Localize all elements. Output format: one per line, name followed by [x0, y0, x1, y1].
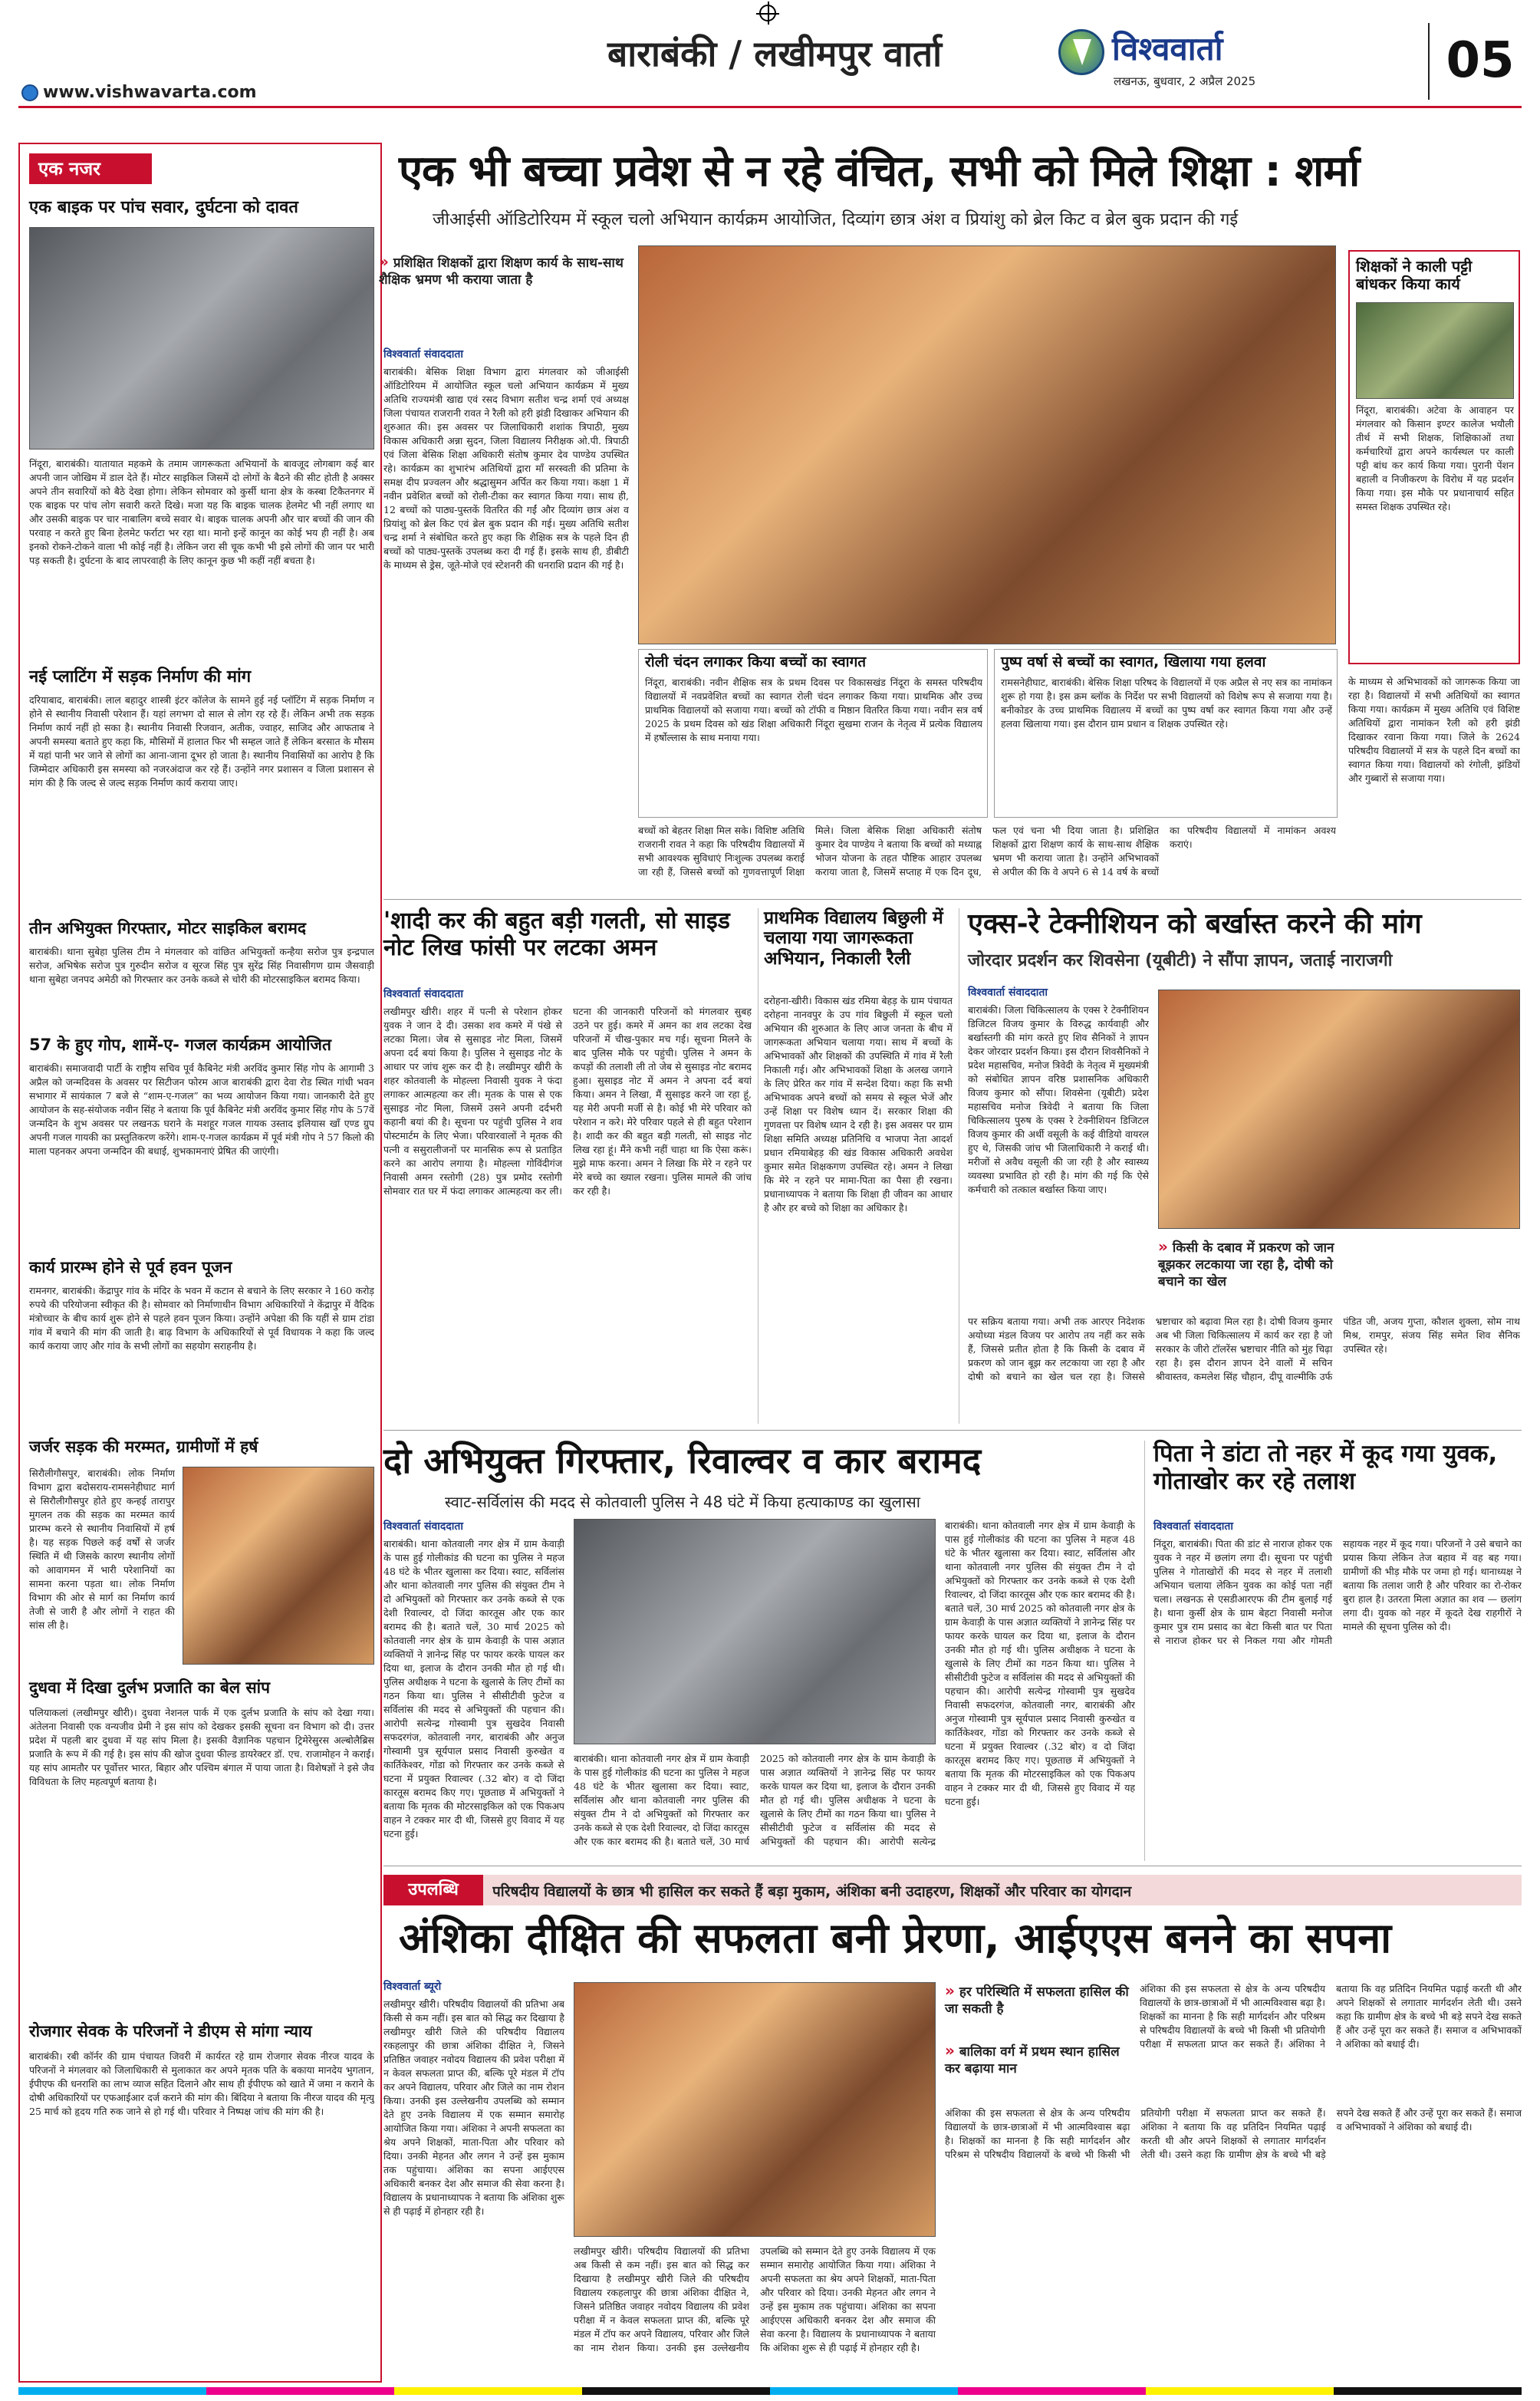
sidebar-ek-nazar: [18, 143, 382, 2383]
section-title: बाराबंकी / लखीमपुर वार्ता: [607, 33, 943, 74]
story-headline: 57 के हुए गोप, शामें-ए- गजल कार्यक्रम आयोजित: [29, 1036, 331, 1054]
masthead-divider: [1428, 23, 1430, 100]
feature-body-right: अंशिका की इस सफलता से क्षेत्र के अन्य परिषदीय विद्यालयों के छात्र-छात्राओं में भी आत्मविश्वास बढ़ा है। शिक्षकों का मानना है कि सही मार्गदर्शन और परिश्रम से परिषदीय विद्यालयों के बच्चे भी किसी भी प्रतियोगी परीक्षा में सफलता प्राप्त कर सकते हैं। अंशिका ने बताया कि वह प्रतिदिन नियमित पढ़ाई करती थी और अपने शिक्षकों से लगातार मार्गदर्शन लेती थी। उसने कहा कि ग्रामीण क्षेत्र के बच्चे भी बड़े सपने देख सकते हैं और उन्हें पूरा कर सकते हैं। समाज व अभिभावकों ने अंशिका को बधाई दी।: [945, 2107, 1522, 2160]
photo-teachers-black-band: [1356, 302, 1514, 399]
story4-body: बाराबंकी। जिला चिकित्सालय के एक्स रे टेक्नीशियन डिजिटल विजय कुमार के विरुद्ध कार्यवाही और बर्खास्तगी की मांग करते हुए शिव सैनिकों ने ज्ञापन देकर जोरदार प्रदर्शन किया। इस दौरान शिवसैनिकों ने प्रदेश महासचिव, मनोज त्रिवेदी के नेतृत्व में मुख्यमंत्री को संबोधित ज्ञापन वरिष्ठ प्रशासनिक अधिकारी विजय कुमार को सौंपा। शिवसेना (यूबीटी) प्रदेश महासचिव मनोज त्रिवेदी ने बताया कि जिला चिकित्सालय पुरुष के एक्स रे टेक्नीशियन डिजिटल विजय कुमार की अर्थी वसूली के कई वीडियो वायरल हुए थे, जिसकी जांच भी जिलाधिकारी ने कराई थी। मरीजों से अवैध वसूली की जा रही है और स्वास्थ्य व्यवस्था प्रभावित हो रही है। मांग की गई कि ऐसे कर्मचारी को तत्काल बर्खास्त किया जाए।: [968, 1004, 1149, 1195]
quote-mark-icon: »: [1158, 1237, 1168, 1256]
sidebar-label: एक नजर: [29, 153, 152, 184]
website-link[interactable]: www.vishwavarta.com: [43, 83, 257, 102]
box-pushp-varsha: [994, 649, 1338, 818]
lead-body: बाराबंकी। बेसिक शिक्षा विभाग द्वारा मंगलवार को जीआईसी ऑडिटोरियम में आयोजित स्कूल चलो अभियान कार्यक्रम में मुख्य अतिथि राज्यमंत्री खाद्य एवं रसद विभाग सतीश चन्द्र शर्मा एवं अध्यक्ष जिला पंचायत राजरानी रावत ने रैली को हरी झंडी दिखाकर अभियान की शुरुआत की। इस अवसर पर जिलाधिकारी शशांक त्रिपाठी, मुख्य विकास अधिकारी अन्ना सुदन, जिला विद्यालय निरीक्षक ओ.पी. त्रिपाठी एवं जिला बेसिक शिक्षा अधिकारी संतोष कुमार देव पाण्डेय उपस्थित रहे। कार्यक्रम का शुभारंभ अतिथियों द्वारा माँ सरस्वती की प्रतिमा के समक्ष दीप प्रज्वलन और श्रद्धासुमन अर्पित कर किया गया। कक्षा 1 में नवीन प्रवेशित बच्चों को रोली-टीका कर स्वागत किया गया। साथ ही, 12 बच्चों को पाठ्य-पुस्तकें वितरित की गईं और दिव्यांग छात्र अंश व प्रियांशु को ब्रेल किट एवं ब्रेल बुक प्रदान की गई। मुख्य अतिथि सतीश चन्द्र शर्मा ने संबोधित करते हुए कहा कि शैक्षिक सत्र के पहले दिन ही बच्चों को पाठ्य-पुस्तकें उपलब्ध करा दी गई हैं। इसके साथ ही, डीबीटी के माध्यम से ड्रेस, जूते-मोजे एवं स्टेशनरी की धनराशि प्रदान की गई है।: [383, 366, 629, 571]
section-divider: [383, 899, 1522, 900]
story-body: निंदूरा, बाराबंकी। यातायात महकमे के तमाम जागरूकता अभियानों के बावजूद लोगबाग कई बार अपनी जान जोखिम में डाल देते हैं। मोटर साइकिल जिसमें दो लोगों के बैठने की सीट होती है अक्सर अपने तीन सवारियों को बैठे देखा होगा। लेकिन सोमवार को कुर्सी थाना क्षेत्र के कस्बा टिकैतनगर में एक बाइक पर पांच लोग सवारी करते दिखे। मजा यह कि बाइक चालक हेलमेट भी नहीं लगाए था और उसकी बाइक पर चार नाबालिग बच्चे सवार थे। बाइक चालक अपनी और चार बच्चों की जान की परवाह न करते हुए बिना हेलमेट फर्राटा भर रहा था। मानो इन्हें कानून का कोई भय ही नहीं है। अब इनको रोकने-टोकने वाला भी कोई नहीं है। लेकिन जरा सी चूक कभी भी इसे लोगों की जान पर भारी पड़ सकती है। दुर्घटना के बाद लापरवाही के लिए कानून कुछ भी कहीं नहीं बचता है।: [29, 458, 374, 566]
story5-body-bottom: बाराबंकी। थाना कोतवाली नगर क्षेत्र में ग्राम केवाड़ी के पास हुई गोलीकांड की घटना का पुलिस ने महज 48 घंटे के भीतर खुलासा कर दिया। स्वाट, सर्विलांस और थाना कोतवाली नगर पुलिस की संयुक्त टीम ने दो अभियुक्तों को गिरफ्तार कर उनके कब्जे से एक देशी रिवाल्वर, दो जिंदा कारतूस और एक कार बरामद की है। बताते चलें, 30 मार्च 2025 को कोतवाली नगर क्षेत्र के ग्राम केवाड़ी के पास अज्ञात व्यक्तियों ने ज्ञानेन्द्र सिंह पर फायर करके घायल कर दिया था, इलाज के दौरान उनकी मौत हो गई थी। पुलिस अधीक्षक ने घटना के खुलासे के लिए टीमों का गठन किया था। पुलिस ने सीसीटीवी फुटेज व सर्विलांस की मदद से अभियुक्तों की पहचान की। आरोपी सत्येन्द्र: [574, 1753, 936, 1847]
quote-mark-icon: »: [379, 252, 389, 271]
lead-subhead: जीआईसी ऑडिटोरियम में स्कूल चलो अभियान कार्यक्रम आयोजित, दिव्यांग छात्र अंश व प्रियांशु को ब्रेल किट व ब्रेल बुक प्रदान की गई: [433, 210, 1239, 229]
feature-body-top-right: अंशिका की इस सफलता से क्षेत्र के अन्य परिषदीय विद्यालयों के छात्र-छात्राओं में भी आत्मविश्वास बढ़ा है। शिक्षकों का मानना है कि सही मार्गदर्शन और परिश्रम से परिषदीय विद्यालयों के बच्चे भी किसी भी प्रतियोगी परीक्षा में सफलता प्राप्त कर सकते हैं। अंशिका ने बताया कि वह प्रतिदिन नियमित पढ़ाई करती थी और अपने शिक्षकों से लगातार मार्गदर्शन लेती थी। उसने कहा कि ग्रामीण क्षेत्र के बच्चे भी बड़े सपने देख सकते हैं और उन्हें पूरा कर सकते हैं। समाज व अभिभावकों ने अंशिका को बधाई दी।: [1140, 1983, 1522, 2050]
page-number: 05: [1446, 32, 1515, 89]
lead-body-middle: बच्चों को बेहतर शिक्षा मिल सके। विशिष्ट अतिथि राजरानी रावत ने कहा कि परिषदीय विद्यालयों में सभी आवश्यक सुविधाएं निःशुल्क उपलब्ध कराई जा रही हैं, जिससे बच्चों को गुणवत्तापूर्ण शिक्षा मिले। जिला बेसिक शिक्षा अधिकारी संतोष कुमार देव पाण्डेय ने बताया कि बच्चों को मध्याह्न भोजन योजना के तहत पौष्टिक आहार उपलब्ध कराया जाता है, जिसमें सप्ताह में एक दिन दूध, फल एवं चना भी दिया जाता है। प्रशिक्षित शिक्षकों द्वारा शिक्षण कार्य के साथ-साथ शैक्षिक भ्रमण भी कराया जाता है। उन्होंने अभिभावकों से अपील की कि वे अपने 6 से 14 वर्ष के बच्चों का परिषदीय विद्यालयों में नामांकन अवश्य कराएं।: [638, 825, 1336, 878]
quote-mark-icon: »: [945, 2041, 955, 2060]
feature-quote-1: » हर परिस्थिति में सफलता हासिल की जा सकती है: [945, 1981, 1129, 2017]
dateline: लखनऊ, बुधवार, 2 अप्रैल 2025: [1114, 74, 1256, 88]
story3-body: दरोहना-खीरी। विकास खंड रमिया बेहड़ के ग्राम पंचायत दरोहना नानवपुर के उप गांव बिछुली में स्कूल चलो अभियान की शुरुआत के लिए आज जनता के बीच में जागरूकता अभियान चलाया गया। साथ में बच्चों के अभिभावकों और शिक्षकों की उपस्थिति में गांव में रैली निकाली गई। और अभिभावकों शिक्षा के अलख जगाने के लिए प्रेरित कर गांव में सन्देश दिया। कहा कि सभी अभिभावक अपने बच्चों को समय से स्कूल भेजें और उन्हें शिक्षा पर विशेष ध्यान दें। सरकार शिक्षा की गुणवत्ता पर विशेष ध्यान दे रही है। इस अवसर पर ग्राम शिक्षा समिति अध्यक्ष प्रतिनिधि व भाजपा नेता आदर्श प्रधान रमियाबेहड़ की खंड विकास अधिकारी अवधेश कुमार समेत शिक्षकगण उपस्थित रहे। अमन ने लिखा कि मेरे न रहने पर मामा-पिता का पैसा ही रखना। प्रधानाध्यापक ने बताया कि शिक्षा ही जीवन का आधार है और हर बच्चे को शिक्षा का अधिकार है।: [764, 995, 953, 1214]
box-roli-chandan: [638, 649, 988, 818]
story4-byline: विश्ववार्ता संवाददाता: [968, 986, 1048, 999]
lead-byline: विश्ववार्ता संवाददाता: [383, 348, 464, 361]
brand-name: विश्ववार्ता: [1112, 30, 1223, 68]
story-body: रामनगर, बाराबंकी। केंद्रापुर गांव के मंदिर के भवन में कटान से बचाने के लिए सरकार ने 160 करोड़ रुपये की परियोजना स्वीकृत की है। सोमवार को निर्माणाधीन विभाग अधिकारियों ने केंद्रापुर में वैदिक मंत्रोच्चार के बीच कार्य शुरू होने से पहले हवन पूजन किया। उन्होंने अपेक्षा की कि यहीं से ग्राम टांडा गांव में बचाने की मांग की जाती है। बाढ़ विभाग के अधिकारियों से पूर्व विधायक ने कहा कि जल्द कार्य कराया जाए और गांव के सभी लोगों का सहयोग सराहनीय है।: [29, 1285, 374, 1352]
photo-bike-riders: [29, 227, 374, 450]
story-headline: कार्य प्रारम्भ होने से पूर्व हवन पूजन: [29, 1258, 232, 1276]
feature-kicker-bar: [383, 1875, 1522, 1905]
photo-school-rally: [638, 245, 1336, 644]
masthead-rule: [18, 106, 1522, 108]
story-headline: जर्जर सड़क की मरम्मत, ग्रामीणों में हर्ष: [29, 1438, 258, 1456]
story5-byline: विश्ववार्ता संवाददाता: [383, 1520, 464, 1533]
column-divider: [1144, 1441, 1145, 1861]
box-body: निंदूरा, बाराबंकी। नवीन शैक्षिक सत्र के प्रथम दिवस पर विकासखंड निंदूरा के समस्त परिषदीय विद्यालयों में नवप्रवेशित बच्चों का स्वागत रोली चंदन लगाकर किया गया। प्राथमिक और उच्च प्राथमिक विद्यालयों को सजाया गया। बच्चों को टॉफी व मिष्ठान वितरित किया गया। नवीन सत्र वर्ष 2025 के प्रथम दिवस को खंड शिक्षा अधिकारी निंदूरा सुखमा राजन के नेतृत्व में प्रत्येक विद्यालय में हर्षोल्लास के साथ मनाया गया।: [645, 677, 982, 743]
box-body: निंदूरा, बाराबंकी। अटेवा के आवाहन पर मंगलवार को किसान इण्टर कालेज भयौली तीर्थ में सभी शिक्षक, शिक्षिकाओं तथा कर्मचारियों द्वारा अपने कार्यस्थल पर काली पट्टी बांध कर कार्य किया गया। पुरानी पेंशन बहाली व निजीकरण के विरोध में यह प्रदर्शन किया गया। इस मौके पर प्रधानाचार्य सहित समस्त शिक्षक उपस्थित रहे।: [1356, 404, 1514, 512]
brand-logo-icon: [1058, 29, 1104, 75]
box-headline: पुष्प वर्षा से बच्चों का स्वागत, खिलाया गया हलवा: [1001, 654, 1266, 670]
story-headline: दुधवा में दिखा दुर्लभ प्रजाति का बेल सांप: [29, 1678, 271, 1697]
story4-headline: एक्स-रे टेक्नीशियन को बर्खास्त करने की मांग: [968, 908, 1422, 940]
story-body: बाराबंकी। रबी कॉर्नर की ग्राम पंचायत जिवरी में कार्यरत रहे ग्राम रोजगार सेवक नीरज यादव के परिजनों ने मंगलवार को जिलाधिकारी से मुलाकात कर अपने मृतक पति के बकाया मानदेय भुगतान, ईपीएफ की धनराशि का लाभ व्याज सहित दिलाने और साथ ही ईपीएफ को खाते में जमा न कराने के दोषी अधिकारियों पर एफआईआर दर्ज कराने की मांग की। बिंदिया ने बताया कि नीरज यादव की मृत्यु 25 मार्च को हृदय गति रुक जाने से हो गई थी। परिवार ने निष्पक्ष जांच की मांग की है।: [29, 2050, 374, 2117]
story-body: बाराबंकी। थाना सुबेहा पुलिस टीम ने मंगलवार को वांछित अभियुक्तों कन्हैया सरोज पुत्र इन्द्रपाल सरोज, अभिषेक सरोज पुत्र गुरुदीन सरोज व सूरज सिंह पुत्र सुरेंद्र सिंह निवासीगण ग्राम जैसवाड़ी थाना सुबेहा जनपद अमेठी को गिरफ्तार कर उनके कब्जे से चोरी की मोटरसाइकिल बरामद किया।: [29, 946, 374, 985]
story2-body: लखीमपुर खीरी। शहर में पत्नी से परेशान होकर युवक ने जान दे दी। उसका शव कमरे में पंखे से लटका मिला। जेब से सुसाइड नोट मिला, जिसमें अपना दर्द बयां किया है। पुलिस ने सुसाइड नोट के आधार पर जांच शुरू कर दी है। लखीमपुर खीरी के शहर कोतवाली के मोहल्ला निवासी युवक ने फंदा लगाकर आत्महत्या कर ली। मृतक के पास से एक सुसाइड नोट मिला, जिसमें उसने अपनी दर्दभरी कहानी बयां की है। सूचना पर पहुंची पुलिस ने शव पोस्टमार्टम के लिए भेजा। परिवारवालों ने मृतक की पत्नी व ससुरालीजनों पर मानसिक रूप से प्रताड़ित करने का आरोप लगाया है। मोहल्ला गोविंदीगंज निवासी अमन रस्तोगी (28) पुत्र प्रमोद रस्तोगी सोमवार रात घर में फंदा लगाकर आत्महत्या कर ली। घटना की जानकारी परिजनों को मंगलवार सुबह उठने पर हुई। कमरे में अमन का शव लटका देख परिजनों में चीख-पुकार मच गई। सूचना मिलने के बाद पुलिस मौके पर पहुंची। पुलिस ने अमन के कपड़ों की तलाशी ली तो जेब से सुसाइड नोट बरामद हुआ। सुसाइड नोट में अमन ने अपना दर्द बयां किया। अमन ने लिखा, मैं सुसाइड करने जा रहा हूं, यह मेरी अपनी मर्जी से है। कोई भी मेरे परिवार को परेशान न करे। मेरे परिवार पहले से ही बहुत परेशान है। शादी कर की बहुत बड़ी गलती, सो साइड नोट लिख रहा हूं। मैंने कभी नहीं चाहा था कि ऐसा करूं। मुझे माफ करना। अमन ने लिखा कि मेरे न रहने पर मेरे बच्चे का ख्याल रखना। पुलिस मामले की जांच कर रही है।: [383, 1006, 752, 1197]
quote-mark-icon: »: [945, 1981, 955, 2000]
photo-police-arrest: [574, 1519, 936, 1744]
feature-body-mid: लखीमपुर खीरी। परिषदीय विद्यालयों की प्रतिभा अब किसी से कम नहीं। इस बात को सिद्ध कर दिखाया है लखीमपुर खीरी जिले की परिषदीय विद्यालय रकहलापुर की छात्रा अंशिका दीक्षित ने, जिसने प्रतिष्ठित जवाहर नवोदय विद्यालय की प्रवेश परीक्षा में न केवल सफलता प्राप्त की, बल्कि पूरे मंडल में टॉप कर अपने विद्यालय, परिवार और जिले का नाम रोशन किया। उनकी इस उल्लेखनीय उपलब्धि को सम्मान देते हुए उनके विद्यालय में एक सम्मान समारोह आयोजित किया गया। अंशिका ने अपनी सफलता का श्रेय अपने शिक्षकों, माता-पिता और परिवार को दिया। उनकी मेहनत और लगन ने उन्हें इस मुकाम तक पहुंचाया। अंशिका का सपना आईएएस अधिकारी बनकर देश और समाज की सेवा करना है। विद्यालय के प्रधानाध्यापक ने बताया कि अंशिका शुरू से ही पढ़ाई में होनहार रही है।: [574, 2245, 936, 2353]
story2-byline: विश्ववार्ता संवाददाता: [383, 988, 464, 1000]
story-body: सिरौलीगौसपुर, बाराबंकी। लोक निर्माण विभाग द्वारा बदोसराय-रामसनेहीघाट मार्ग से सिरौलीगौसपुर होते हुए कन्हई तारापुर मुगलन तक की सड़क का मरम्मत कार्य प्रारम्भ करने से स्थानीय निवासियों में हर्ष है। यह सड़क पिछले कई वर्षों से जर्जर स्थिति में थी जिसके कारण स्थानीय लोगों को आवागमन में भारी परेशानियों का सामना करना पड़ता था। लोक निर्माण विभाग की ओर से मार्ग का निर्माण कार्य तेजी से जारी है और लोगों ने राहत की सांस ली है।: [29, 1467, 175, 1631]
story4-subhead: जोरदार प्रदर्शन कर शिवसेना (यूबीटी) ने सौंपा ज्ञापन, जताई नाराजगी: [968, 951, 1393, 970]
story-headline: नई प्लाटिंग में सड़क निर्माण की मांग: [29, 667, 252, 687]
story-body: पलियाकलां (लखीमपुर खीरी)। दुधवा नेशनल पार्क में एक दुर्लभ प्रजाति के सांप को देखा गया। अंतेलना निवासी एक वन्यजीव प्रेमी ने इस सांप को देखकर इसकी सूचना वन विभाग को दी। उत्तर प्रदेश में पहली बार दुधवा में यह सांप मिला है। इसकी वैज्ञानिक पहचान ट्रिमेरेसुरस अल्बोलैब्रिस प्रजाति के रूप में की गई है। इस सांप की खोज दुधवा फील्ड डायरेक्टर डॉ. एच. राजामोहन ने कराई। यह सांप आमतौर पर पूर्वोत्तर भारत, बिहार और पश्चिम बंगाल में पाया जाता है। विशेषज्ञों ने इसे जैव विविधता के लिए महत्वपूर्ण बताया है।: [29, 1707, 374, 1787]
sidebar-box-black-band: [1348, 250, 1520, 664]
photo-road-repair: [183, 1467, 374, 1665]
print-color-bar: [18, 2387, 1522, 2395]
story-body: बाराबंकी। समाजवादी पार्टी के राष्ट्रीय सचिव पूर्व कैबिनेट मंत्री अरविंद कुमार सिंह गोप के आगामी 3 अप्रैल को जन्मदिवस के अवसर पर सिटीजन फोरम आज बाराबंकी द्वारा देवा रोड स्थित गांधी भवन सभागार में सायंकाल 7 बजे से “शाम-ए-गजल” का भव्य आयोजन किया गया। जानकारी देते हुए आयोजन के सह-संयोजक नवीन सिंह ने बताया कि पूर्व कैबिनेट मंत्री अरविंद कुमार सिंह गोप के 57वें जन्मदिन के शुभ अवसर पर लखनऊ घराने के मशहूर गजल गायक उस्ताद इलियास खाँ एण्ड ग्रुप अपनी गजल गायकी का प्रस्तुतिकरण करेंगे। शाम-ए-गजल कार्यक्रम में पूर्व मंत्री गोप ने 57 किलो की माला पहनकर अपना जन्मदिन की बधाई, शुभकामनाएं प्रेषित की जाएंगी।: [29, 1062, 374, 1157]
story5-headline: दो अभियुक्त गिरफ्तार, रिवाल्वर व कार बरामद: [383, 1440, 982, 1481]
feature-byline: विश्ववार्ता ब्यूरो: [383, 1981, 442, 1993]
story4-body-continued: पर सक्रिय बताया गया। अभी तक आरएर निदेशक अयोध्या मंडल विजय पर आरोप तय नहीं कर सके हैं, जिससे प्रतीत होता है कि किसी के दबाव में प्रकरण को जान बूझ कर लटकाया जा रहा है और दोषी को बचाने का खेल चल रहा है। जिससे भ्रष्टाचार को बढ़ावा मिल रहा है। दोषी विजय कुमार अब भी जिला चिकित्सालय में कार्य कर रहा है जो सरकार के जीरो टॉलरेंस भ्रष्टाचार नीति को मुंह चिढ़ा रहा है। इस दौरान ज्ञापन देने वालों में सचिन श्रीवास्तव, कमलेश सिंह चौहान, दीपू वाल्मीकि उर्फ पंडित जी, अजय गुप्ता, कौशल शुक्ला, सोम नाथ मिश्र, रामपुर, संजय सिंह समेत शिव सैनिक उपस्थित रहे।: [968, 1316, 1520, 1382]
section-divider: [383, 1430, 1522, 1431]
story-headline: रोजगार सेवक के परिजनों ने डीएम से मांगा न्याय: [29, 2022, 312, 2040]
feature-tag: उपलब्धि: [383, 1875, 483, 1905]
photo-anshika-family: [574, 1982, 936, 2237]
feature-headline: अंशिका दीक्षित की सफलता बनी प्रेरणा, आईएएस बनने का सपना: [399, 1914, 1392, 1962]
story6-byline: विश्ववार्ता संवाददाता: [1153, 1520, 1234, 1533]
story2-headline: 'शादी कर की बहुत बड़ी गलती, सो साइड नोट लिख फांसी पर लटका अमन: [383, 907, 730, 961]
story3-headline: प्राथमिक विद्यालय बिछुली में चलाया गया जागरूकता अभियान, निकाली रैली: [764, 908, 943, 969]
feature-kicker: परिषदीय विद्यालयों के छात्र भी हासिल कर सकते हैं बड़ा मुकाम, अंशिका बनी उदाहरण, शिक्षकों और परिवार का योगदान: [492, 1883, 1132, 1900]
story-headline: एक बाइक पर पांच सवार, दुर्घटना को दावत: [29, 198, 298, 217]
feature-body: लखीमपुर खीरी। परिषदीय विद्यालयों की प्रतिभा अब किसी से कम नहीं। इस बात को सिद्ध कर दिखाया है लखीमपुर खीरी जिले की परिषदीय विद्यालय रकहलापुर की छात्रा अंशिका दीक्षित ने, जिसने प्रतिष्ठित जवाहर नवोदय विद्यालय की प्रवेश परीक्षा में न केवल सफलता प्राप्त की, बल्कि पूरे मंडल में टॉप कर अपने विद्यालय, परिवार और जिले का नाम रोशन किया। उनकी इस उल्लेखनीय उपलब्धि को सम्मान देते हुए उनके विद्यालय में एक सम्मान समारोह आयोजित किया गया। अंशिका ने अपनी सफलता का श्रेय अपने शिक्षकों, माता-पिता और परिवार को दिया। उनकी मेहनत और लगन ने उन्हें इस मुकाम तक पहुंचाया। अंशिका का सपना आईएएस अधिकारी बनकर देश और समाज की सेवा करना है। विद्यालय के प्रधानाध्यापक ने बताया कि अंशिका शुरू से ही पढ़ाई में होनहार रही है।: [383, 1998, 564, 2217]
registration-mark-icon: [759, 5, 776, 21]
box-headline: रोली चंदन लगाकर किया बच्चों का स्वागत: [645, 654, 867, 670]
story5-body: बाराबंकी। थाना कोतवाली नगर क्षेत्र में ग्राम केवाड़ी के पास हुई गोलीकांड की घटना का पुलिस ने महज 48 घंटे के भीतर खुलासा कर दिया। स्वाट, सर्विलांस और थाना कोतवाली नगर पुलिस की संयुक्त टीम ने दो अभियुक्तों को गिरफ्तार कर उनके कब्जे से एक देशी रिवाल्वर, दो जिंदा कारतूस और एक कार बरामद की है। बताते चलें, 30 मार्च 2025 को कोतवाली नगर क्षेत्र के ग्राम केवाड़ी के पास अज्ञात व्यक्तियों ने ज्ञानेन्द्र सिंह पर फायर करके घायल कर दिया था, इलाज के दौरान उनकी मौत हो गई थी। पुलिस अधीक्षक ने घटना के खुलासे के लिए टीमों का गठन किया था। पुलिस ने सीसीटीवी फुटेज व सर्विलांस की मदद से अभियुक्तों की पहचान की। आरोपी सत्येन्द्र गोस्वामी पुत्र सुखदेव निवासी सफदरगंज, कोतवाली नगर, बाराबंकी और अनुज गोस्वामी पुत्र सूर्यपाल प्रसाद निवासी कुरुखेत व कार्तिकेश्वर, गोंडा को गिरफ्तार कर उनके कब्जे से घटना में प्रयुक्त रिवाल्वर (.32 बोर) व दो जिंदा कारतूस बरामद किए गए। पूछताछ में अभियुक्तों ने बताया कि मृतक की मोटरसाइकिल को एक पिकअप वाहन ने टक्कर मार दी थी, जिससे हुए विवाद में यह घटना हुई।: [383, 1538, 564, 1839]
story5-subhead: स्वाट-सर्विलांस की मदद से कोतवाली पुलिस ने 48 घंटे में किया हत्याकाण्ड का खुलासा: [445, 1493, 920, 1511]
story5-body-right: बाराबंकी। थाना कोतवाली नगर क्षेत्र में ग्राम केवाड़ी के पास हुई गोलीकांड की घटना का पुलिस ने महज 48 घंटे के भीतर खुलासा कर दिया। स्वाट, सर्विलांस और थाना कोतवाली नगर पुलिस की संयुक्त टीम ने दो अभियुक्तों को गिरफ्तार कर उनके कब्जे से एक देशी रिवाल्वर, दो जिंदा कारतूस और एक कार बरामद की है। बताते चलें, 30 मार्च 2025 को कोतवाली नगर क्षेत्र के ग्राम केवाड़ी के पास अज्ञात व्यक्तियों ने ज्ञानेन्द्र सिंह पर फायर करके घायल कर दिया था, इलाज के दौरान उनकी मौत हो गई थी। पुलिस अधीक्षक ने घटना के खुलासे के लिए टीमों का गठन किया था। पुलिस ने सीसीटीवी फुटेज व सर्विलांस की मदद से अभियुक्तों की पहचान की। आरोपी सत्येन्द्र गोस्वामी पुत्र सुखदेव निवासी सफदरगंज, कोतवाली नगर, बाराबंकी और अनुज गोस्वामी पुत्र सूर्यपाल प्रसाद निवासी कुरुखेत व कार्तिकेश्वर, गोंडा को गिरफ्तार कर उनके कब्जे से घटना में प्रयुक्त रिवाल्वर (.32 बोर) व दो जिंदा कारतूस बरामद किए गए। पूछताछ में अभियुक्तों ने बताया कि मृतक की मोटरसाइकिल को एक पिकअप वाहन ने टक्कर मार दी थी, जिससे हुए विवाद में यह घटना हुई।: [945, 1520, 1135, 1807]
box-body: रामसनेहीघाट, बाराबंकी। बेसिक शिक्षा परिषद के विद्यालयों में एक अप्रैल से नए सत्र का नामांकन शुरू हो गया है। इस क्रम ब्लॉक के निर्देश पर सभी विद्यालयों को विशेष रूप से सजाया गया है। बनीकोडर के उच्च प्राथमिक विद्यालय में बच्चों का पुष्प वर्षा कर स्वागत किया गया और उन्हें हलवा खिलाया गया। इस दौरान ग्राम प्रधान व शिक्षक उपस्थित रहे।: [1001, 677, 1332, 730]
photo-shivsena-protest: [1158, 990, 1520, 1229]
feature-quote-2: » बालिका वर्ग में प्रथम स्थान हासिल कर बढ़ाया मान: [945, 2041, 1120, 2077]
globe-icon: [21, 84, 38, 101]
story-body: दरियाबाद, बाराबंकी। लाल बहादुर शास्त्री इंटर कॉलेज के सामने हुई नई प्लॉटिंग में सड़क निर्माण न होने से स्थानीय निवासी परेशान हैं। यहां लगभग दो साल से लोग रह रहे हैं। लेकिन अभी तक सड़क निर्माण कार्य नहीं हो सका है। स्थानीय निवासी रिजवान, अतीक, ज्वाहर, साजिद और आफताब ने अपनी समस्या बताते हुए कहा कि, मौसिमों में हालात फिर भी सम्हल जाते हैं लेकिन बरसात के मौसम में यहां पानी भर जाने से लोगों का आना-जाना दूभर हो जाता है। स्थानीय निवासियों का आरोप है कि जिम्मेदार अधिकारी इस समस्या को नजरअंदाज कर रहे हैं। उन्होंने नगर प्रशासन व जिला प्रशासन से मांग की है कि जल्द से जल्द सड़क निर्माण कार्य कराया जाए।: [29, 694, 374, 789]
story6-headline: पिता ने डांटा तो नहर में कूद गया युवक, गोताखोर कर रहे तलाश: [1153, 1440, 1498, 1495]
story6-body: निंदूरा, बाराबंकी। पिता की डांट से नाराज होकर एक युवक ने नहर में छलांग लगा दी। सूचना पर पहुंची पुलिस ने गोताखोरों की मदद से नहर में तलाशी अभियान चलाया लेकिन युवक का कोई पता नहीं चला। लखनऊ से एसडीआरएफ की टीम बुलाई गई है। थाना कुर्सी क्षेत्र के ग्राम बेहटा निवासी मनोज कुमार पुत्र राम प्रसाद का बेटा किसी बात पर पिता से नाराज होकर घर से निकल गया और गोमती सहायक नहर में कूद गया। परिजनों ने उसे बचाने का प्रयास किया लेकिन तेज बहाव में वह बह गया। ग्रामीणों की भीड़ मौके पर जमा हो गई। थानाध्यक्ष ने बताया कि तलाश जारी है और परिवार का रो-रोकर बुरा हाल है। उतरता मिला अज्ञात का शव — छलांग लगा दी। युवक को नहर में कूदते देख राहगीरों ने मामले की सूचना पुलिस को दी।: [1153, 1538, 1522, 1646]
story4-quote: » किसी के दबाव में प्रकरण को जान बूझकर लटकाया जा रहा है, दोषी को बचाने का खेल: [1158, 1237, 1334, 1289]
story-headline: तीन अभियुक्त गिरफ्तार, मोटर साइकिल बरामद: [29, 919, 307, 937]
lead-pullquote: » प्रशिक्षित शिक्षकों द्वारा शिक्षण कार्य के साथ-साथ शैक्षिक भ्रमण भी कराया जाता है: [379, 252, 624, 288]
box-headline: शिक्षकों ने काली पट्टी बांधकर किया कार्य: [1356, 257, 1473, 293]
lead-headline: एक भी बच्चा प्रवेश से न रहे वंचित, सभी को मिले शिक्षा : शर्मा: [399, 147, 1360, 196]
lead-body-continued: के माध्यम से अभिभावकों को जागरूक किया जा रहा है। विद्यालयों में सभी अतिथियों का स्वागत किया गया। कार्यक्रम में मुख्य अतिथि एवं विशिष्ट अतिथियों द्वारा नामांकन रैली को हरी झंडी दिखाकर रवाना किया गया। जिले के 2624 परिषदीय विद्यालयों में सत्र के पहले दिन बच्चों का स्वागत किया गया। विद्यालयों को रंगोली, झंडियों और गुब्बारों से सजाया गया।: [1348, 676, 1520, 784]
